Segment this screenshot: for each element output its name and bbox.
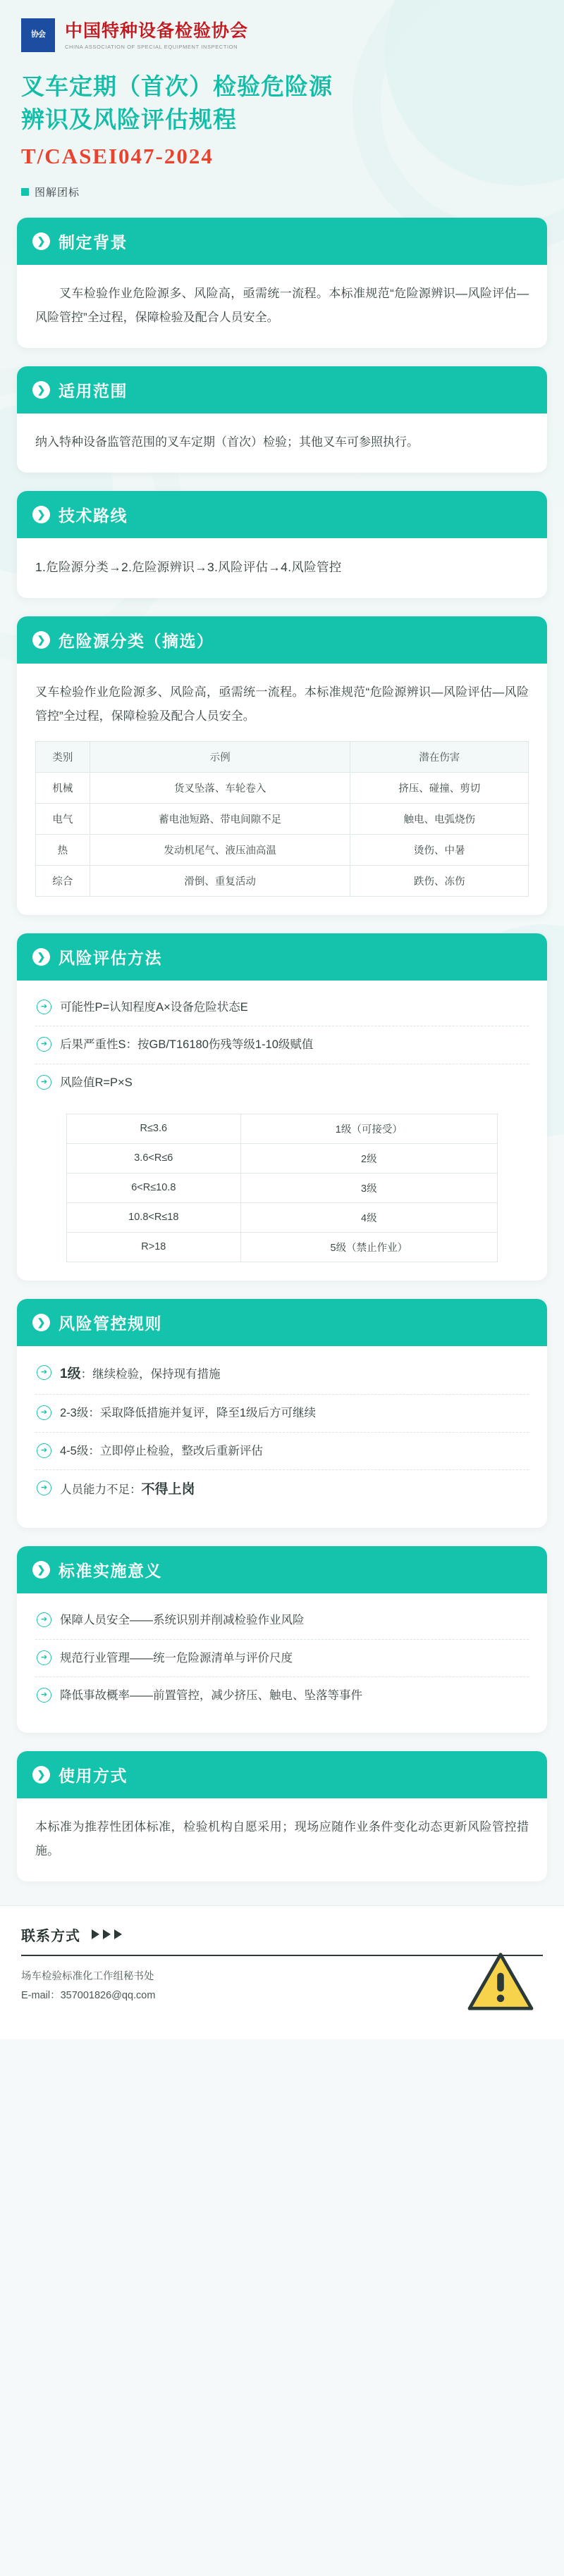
list-item-rest: ：继续检验，保持现有措施 [80, 1367, 221, 1381]
table-cell: 触电、电弧烧伤 [350, 803, 529, 834]
card-title-scope: 适用范围 [59, 381, 128, 400]
list-item-rest: ：采取降低措施并复评，降至1级后方可继续 [88, 1407, 317, 1420]
footer-title-row [21, 1924, 543, 1945]
card-title-route: 技术路线 [59, 506, 128, 525]
list-item [35, 1355, 529, 1395]
table-row [67, 1143, 498, 1173]
card-body-background [17, 265, 547, 330]
footer-contact-email: E-mail：357001826@qq.com [21, 1990, 156, 2002]
list-item [35, 1433, 529, 1470]
chevron-down-icon: ❯ [32, 1314, 50, 1331]
usage-paragraph: 本标准为推荐性团体标准，检验机构自愿采用；现场应随作业条件变化动态更新风险管控措施。 [35, 1819, 529, 1858]
list-item-rest: 不得上岗 [141, 1482, 195, 1498]
table-row [36, 834, 529, 865]
table-cell: 4级 [240, 1202, 497, 1232]
table-cell: 10.8<R≤18 [67, 1202, 241, 1232]
table-row [36, 865, 529, 896]
table-cell: 5级（禁止作业） [240, 1232, 497, 1262]
table-cell: 3级 [240, 1173, 497, 1202]
control-list [17, 1346, 547, 1510]
subtitle-row [0, 185, 564, 199]
table-cell: 1级（可接受） [240, 1114, 497, 1143]
table-cell: 挤压、碰撞、剪切 [350, 772, 529, 803]
card-header-route [17, 491, 547, 538]
background-paragraph: 叉车检验作业危险源多、风险高，亟需统一流程。本标准规范“危险源辨识—风险评估—风险管控”全过程，保障检验及配合人员安全。 [35, 286, 529, 324]
table-header-cell: 示例 [90, 741, 350, 772]
list-item [35, 1677, 529, 1714]
logo-text: 协会 [31, 30, 45, 39]
card-header-background [17, 218, 547, 265]
chevron-down-icon: ❯ [32, 1766, 50, 1784]
list-item [35, 1064, 529, 1101]
footer-contact-office: 场车检验标准化工作组秘书处 [21, 1970, 154, 1982]
card-usage [17, 1751, 547, 1881]
list-item-label [60, 1479, 195, 1500]
card-title-hazard-class: 危险源分类（摘选） [59, 631, 214, 650]
list-item-label: 降低事故概率——前置管控，减少挤压、触电、坠落等事件 [60, 1689, 362, 1703]
list-item-lead: 2-3级 [60, 1407, 89, 1420]
hazard-class-paragraph: 叉车检验作业危险源多、风险高，亟需统一流程。本标准规范“危险源辨识—风险评估—风险管控”全过程，保障检验及配合人员安全。 [35, 685, 529, 723]
chevron-down-icon: ❯ [32, 1561, 50, 1579]
list-item [35, 1026, 529, 1064]
card-body-route [17, 538, 547, 580]
page-title-line2: 辨识及风险评估规程 [21, 106, 237, 132]
footer-divider [21, 1955, 543, 1956]
list-item [35, 1640, 529, 1677]
arrow-right-circle-icon: ➔ [37, 1443, 51, 1458]
table-cell: 3.6<R≤6 [67, 1143, 241, 1173]
arrow-right-circle-icon: ➔ [37, 1612, 51, 1627]
subtitle-text: 图解团标 [35, 186, 80, 199]
table-header-cell: 类别 [36, 741, 90, 772]
risk-level-table [66, 1114, 498, 1262]
table-row [67, 1202, 498, 1232]
list-item-label: 可能性P=认知程度A×设备危险状态E [60, 1000, 248, 1014]
list-item-label: 后果严重性S：按GB/T16180伤残等级1-10级赋值 [60, 1038, 314, 1052]
arrow-right-circle-icon: ➔ [37, 1075, 51, 1090]
chevron-down-icon: ❯ [32, 631, 50, 649]
table-cell: 2级 [240, 1143, 497, 1173]
card-route [17, 491, 547, 598]
footer [0, 1905, 564, 2039]
list-item-label: 保障人员安全——系统识别并削减检验作业风险 [60, 1614, 305, 1627]
card-scope [17, 366, 547, 473]
list-item-lead: 4-5级 [60, 1444, 89, 1457]
arrow-right-circle-icon: ➔ [37, 1405, 51, 1420]
list-item-label [60, 1442, 263, 1460]
table-cell: 综合 [36, 865, 90, 896]
table-header-row [36, 741, 529, 772]
table-row [36, 803, 529, 834]
card-title-background: 制定背景 [59, 232, 128, 251]
table-cell: 热 [36, 834, 90, 865]
table-row [67, 1232, 498, 1262]
organization-names [65, 20, 248, 50]
card-control [17, 1299, 547, 1529]
chevron-down-icon: ❯ [32, 232, 50, 250]
footer-title: 联系方式 [21, 1928, 80, 1944]
list-item [35, 989, 529, 1026]
table-cell: R>18 [67, 1232, 241, 1262]
assessment-list [17, 981, 547, 1101]
route-flow-text: 1.危险源分类→2.危险源辨识→3.风险评估→4.风险管控 [35, 559, 342, 574]
card-header-hazard-class [17, 616, 547, 664]
organization-name-cn: 中国特种设备检验协会 [65, 21, 249, 41]
table-cell: 货叉坠落、车轮卷入 [90, 772, 350, 803]
association-logo-icon [21, 18, 55, 52]
square-bullet-icon [21, 188, 29, 196]
standard-code: T/CASEI047-2024 [21, 143, 214, 168]
risk-level-table-wrap [17, 1101, 547, 1262]
table-cell: 烫伤、中暑 [350, 834, 529, 865]
card-body-usage [17, 1798, 547, 1863]
table-cell: 发动机尾气、液压油高温 [90, 834, 350, 865]
masthead [0, 0, 564, 58]
card-header-significance [17, 1546, 547, 1593]
card-assessment [17, 933, 547, 1281]
card-title-assessment: 风险评估方法 [59, 948, 162, 967]
list-item-label: 规范行业管理——统一危险源清单与评价尺度 [60, 1651, 293, 1665]
table-cell: 蓄电池短路、带电间隙不足 [90, 803, 350, 834]
card-title-control: 风险管控规则 [59, 1314, 162, 1333]
list-item-label: 风险值R=P×S [60, 1076, 133, 1089]
page-title [21, 70, 543, 137]
card-title-significance: 标准实施意义 [59, 1562, 162, 1581]
arrow-right-circle-icon: ➔ [37, 1688, 51, 1703]
list-item-rest: ：立即停止检验，整改后重新评估 [88, 1444, 263, 1457]
table-cell: 6<R≤10.8 [67, 1173, 241, 1202]
list-item [35, 1395, 529, 1432]
list-item [35, 1470, 529, 1510]
arrow-right-circle-icon: ➔ [37, 1650, 51, 1665]
card-body-hazard-class [17, 664, 547, 728]
table-cell: R≤3.6 [67, 1114, 241, 1143]
table-cell: 跌伤、冻伤 [350, 865, 529, 896]
card-significance [17, 1546, 547, 1732]
card-header-usage [17, 1751, 547, 1798]
scope-paragraph: 纳入特种设备监管范围的叉车定期（首次）检验；其他叉车可参照执行。 [35, 435, 419, 449]
chevron-down-icon: ❯ [32, 506, 50, 523]
list-item-lead: 1级 [60, 1366, 81, 1381]
arrow-right-circle-icon: ➔ [37, 1037, 51, 1052]
title-block [0, 58, 564, 169]
card-header-scope [17, 366, 547, 413]
arrow-right-circle-icon: ➔ [37, 1000, 51, 1014]
significance-list [17, 1593, 547, 1714]
card-body-scope [17, 413, 547, 454]
list-item-label [60, 1364, 221, 1385]
card-title-usage: 使用方式 [59, 1766, 128, 1785]
arrow-right-circle-icon: ➔ [37, 1365, 51, 1380]
list-item [35, 1602, 529, 1639]
arrow-right-circle-icon: ➔ [37, 1481, 51, 1495]
table-row [67, 1114, 498, 1143]
card-background [17, 218, 547, 348]
table-cell: 机械 [36, 772, 90, 803]
chevron-down-icon: ❯ [32, 948, 50, 966]
organization-name-en: CHINA ASSOCIATION OF SPECIAL EQUIPMENT INSPECTION [65, 44, 238, 50]
warning-triangle-icon [467, 1950, 534, 2012]
table-cell: 电气 [36, 803, 90, 834]
table-row [67, 1173, 498, 1202]
list-item-label [60, 1404, 316, 1422]
page-title-line1: 叉车定期（首次）检验危险源 [21, 73, 333, 99]
hazard-class-table [35, 741, 529, 897]
table-header-cell: 潜在伤害 [350, 741, 529, 772]
card-header-control [17, 1299, 547, 1346]
table-cell: 滑倒、重复活动 [90, 865, 350, 896]
chevron-down-icon: ❯ [32, 381, 50, 399]
triangle-arrows-icon [92, 1929, 122, 1939]
hazard-class-table-wrap [17, 728, 547, 897]
list-item-lead: 人员能力不足： [60, 1483, 142, 1497]
card-hazard-class [17, 616, 547, 915]
card-header-assessment [17, 933, 547, 981]
table-row [36, 772, 529, 803]
